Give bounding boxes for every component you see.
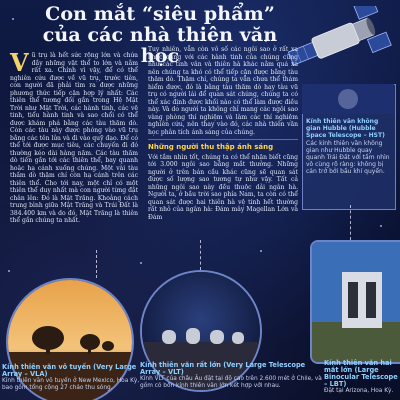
- hubble-caption-name: Kính thiên văn không gian Hubble (Hubble Space Telescope – HST): [306, 118, 385, 140]
- section-subheading: Những người thu thập ánh sáng: [148, 143, 274, 151]
- column-2-text-2: Với tầm nhìn tốt, chúng ta có thể nhận biết cũng tới 3.000 ngôi sao bằng mắt thường. Những người ở trên bán cầu khác cũng sẽ quan sát được số lượng sao tương tự như vậy. Tất cả những ngôi sao này đều thuộc dải ngân hà. Người ta, ở bầu trời sao phía Nam, ta còn có thể quan sát được hai thiên hà vệ tinh hết thường rất nhỏ của ngân hà: Đám mây Magellan Lớn và Đám: [148, 153, 298, 221]
- hubble-caption-desc: Các kính thiên văn không gian như Hubble quay quanh Trái Đất với tầm nhìn vô cùng rõ ràng: không bị cản trở bởi bầu khí quyển.: [306, 139, 390, 176]
- hubble-caption: [306, 118, 390, 176]
- star: [260, 250, 262, 252]
- hubble-satellite-illustration: [284, 6, 396, 76]
- vlt-caption-name: Kính thiên văn rất lớn (Very Large Telescope Array – VLT): [140, 361, 306, 376]
- vla-caption-name: Kính thiên văn vô tuyến (Very Large Array – VLA): [2, 363, 137, 378]
- page-title-line1: Con mắt “siêu phẩm”: [45, 3, 275, 25]
- star: [8, 270, 10, 272]
- lbt-caption-name: Kính thiên văn hai mắt lớn (Large Binocular Telescope – LBT): [324, 359, 398, 388]
- vlt-caption: [140, 362, 322, 390]
- star: [380, 225, 382, 227]
- section-divider: [148, 139, 298, 140]
- article-column-2: [148, 46, 298, 221]
- hubble-image: [302, 84, 394, 114]
- pointer-line: [350, 205, 351, 240]
- article-column-1: [10, 48, 138, 225]
- star: [140, 262, 142, 264]
- column-1-text: ũ trụ là hết sức rộng lớn và chứa đầy những vật thể to lớn và nằm rất xa. Chính vì vậy, để có thể nghiên cứu được về vũ trụ, trước tiên, con người đã phải tìm ra được những phương thức tiếp cận hợp lý nhất: Các thiên thể tương đối gần trong Hệ Mặt Trời như Mặt Trời, các hành tinh, các vệ tinh, tiểu hành tinh và sao chổi có thể được khám phá bằng các tàu thăm dò. Còn các tàu này được phóng vào vũ trụ bằng các tên lửa và đi vào quỹ đạo. Để có thể tới được mục tiêu, các chuyến đi đó thường kéo dài hàng năm. Các tàu thăm dò tiến gần tới các thiên thể, bay quanh hoặc hạ cánh xuống chúng. Một vài tàu thăm dò thậm chí còn hạ cánh trên các thiên thể. Cho tới nay, một chỉ có một thiên thể duy nhất mà con người từng đặt chân lên: Đó là Mặt Trăng. Khoảng cách trung bình giữa Mặt Trăng và Trái Đất là 384.400 km và do đó, Mặt Trăng là thiên thể gần chúng ta nhất.: [10, 52, 138, 224]
- lbt-caption-desc: Đặt tại Arizona, Hoa Kỳ.: [324, 388, 394, 394]
- page-title-line2: của các nhà thiên văn học: [42, 24, 278, 67]
- dropcap: V: [10, 48, 29, 77]
- column-2-text-1: Tuy nhiên, vẫn còn vô số các ngôi sao ở rất xa khác cũng với các hành tinh của chúng cũng như các tinh vân và thiên hà khác nằm quá xa nên chúng ta khó có thể tiếp cận được bằng tàu thăm dò. Thậm chí, chúng ta vẫn chưa thể thám hiểm được, đó là bằng tàu thăm dò hay tàu vũ trụ có người lái để quan sát chúng, chúng ta có thể xác định được khối nào có thể làm được điều này. Và do người ta không chỉ mang các ngôi sao vàng phòng thí nghiệm và làm các thí nghiệm nghiên cứu, nên thay vào đó, các nhà thiên văn học phân tích ánh sáng của chúng.: [148, 46, 298, 136]
- vlt-caption-desc: Kính VLT của châu Âu đặt tại độ cao trên 2.600 mét ở Chile, và gồm có bốn kính thiên văn lớn kết hợp với nhau.: [140, 376, 322, 389]
- pointer-line: [200, 240, 201, 270]
- lbt-caption: [324, 360, 400, 395]
- vla-caption: [2, 364, 144, 392]
- vla-caption-desc: Kính thiên văn vô tuyến ở New Mexico, Hoa Kỳ, bao gồm tổng cộng 27 chảo thu sóng.: [2, 378, 140, 391]
- pointer-line: [96, 250, 97, 278]
- star: [12, 18, 14, 20]
- lbt-image: [310, 240, 400, 364]
